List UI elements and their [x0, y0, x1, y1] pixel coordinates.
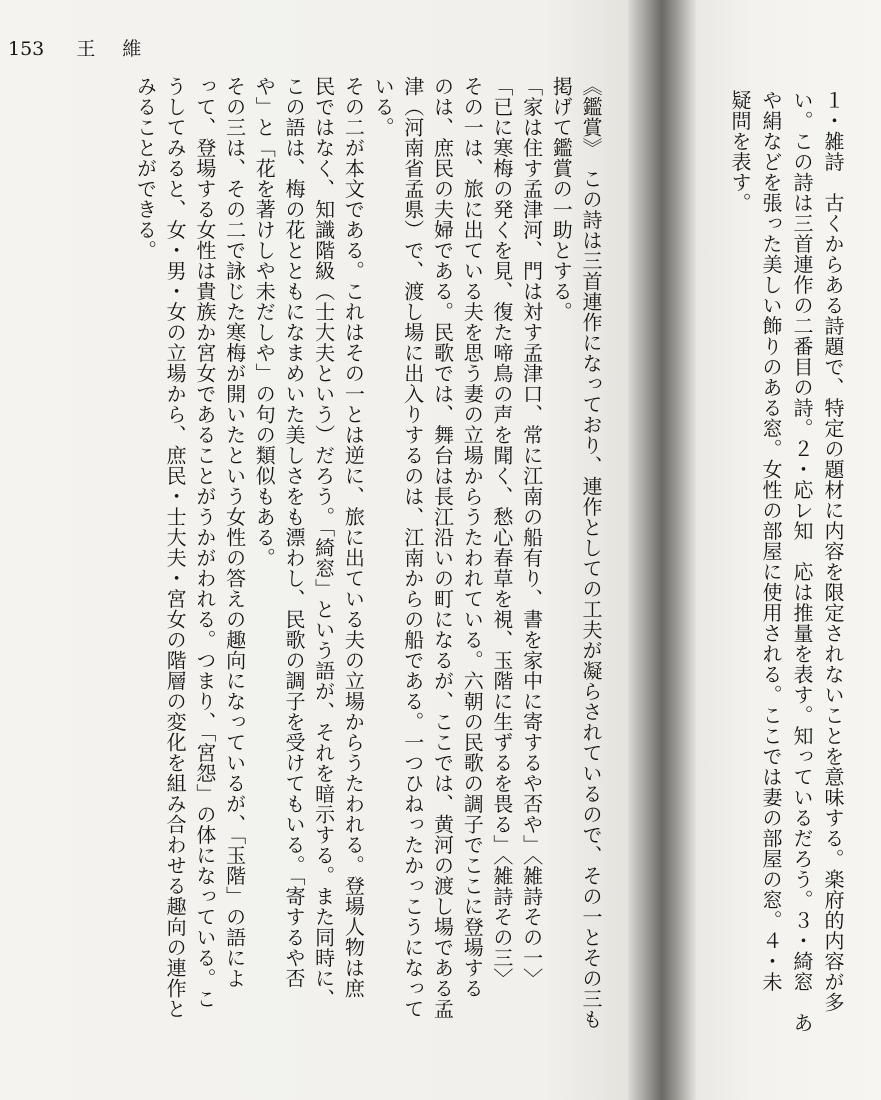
note-line: １・雑詩 古くからある詩題で、特定の題材に内容を限定されないことを意味する。楽府的内容が多 [821, 90, 845, 1013]
commentary-line: 「已に寒梅の発くを見、復た啼鳥の声を聞く、愁心春草を視、玉階に生ずるを畏る」〈雑詩その三〉 [489, 76, 514, 989]
commentary-line: その一は、旅に出ている夫を思う妻の立場からうたわれている。六朝の民歌の調子でここに登場する [460, 76, 485, 999]
note-line: 疑問を表す。 [728, 90, 752, 213]
running-head [8, 40, 145, 59]
commentary-line: 《鑑賞》 この詩は三首連作になっており、連作としての工夫が凝らされているので、その一とその三も [579, 76, 603, 1030]
commentary-line: って、登場する女性は貴族か宮女であることがうかがわれる。つまり、「宮怨」の体になっている。こ [192, 76, 217, 1009]
commentary-line: のは、庶民の夫婦である。民歌では、舞台は長江沿いの町になるが、ここでは、黄河の渡し場である孟 [430, 76, 455, 1019]
commentary-line: いる。 [371, 76, 396, 138]
commentary-line: 民ではなく、知識階級（士大夫という）だろう。「綺窓」という語が、それを暗示する。また同時に、 [311, 76, 336, 1009]
note-line: い。この詩は三首連作の二番目の詩。２・応レ知 応は推量を表す。知っているだろう。３・綺窓 あ [790, 90, 814, 1033]
book-spine [628, 0, 696, 1100]
commentary-line: 掲げて鑑賞の一助とする。 [549, 76, 574, 322]
commentary-line: その二が本文である。これはその一とは逆に、旅に出ている夫の立場からうたわれる。登場人物は庶 [341, 76, 366, 999]
commentary-line: その三は、その二で詠じた寒梅が開いたという女性の答えの趣向になっているが、「玉階」の語によ [222, 76, 247, 989]
commentary-line: や」と「花を著けしや未だしや」の句の類似もある。 [252, 76, 277, 568]
running-head-title: 王 維 [76, 38, 146, 60]
notes-body [720, 90, 848, 1060]
commentary-line: 津（河南省孟県）で、渡し場に出入りするのは、江南からの船である。一つひねったかっこうになって [400, 76, 425, 1019]
commentary-line: この語は、梅の花とともになまめいた美しさをも漂わし、民歌の調子を受けてもいる。「寄するや否 [281, 76, 306, 989]
commentary-line: みることができる。 [133, 76, 158, 261]
commentary-body [95, 76, 605, 1076]
note-line: や絹などを張った美しい飾りのある窓。女性の部屋に使用される。ここでは妻の部屋の窓。４・未 [759, 90, 783, 992]
commentary-line: うしてみると、女・男・女の立場から、庶民・士大夫・宮女の階層の変化を組み合わせる趣向の連作と [163, 76, 188, 1019]
commentary-line: 「家は住す孟津河、門は対す孟津口、常に江南の船有り、書を家中に寄するや否や」〈雑詩その一〉 [519, 76, 544, 989]
page-number: 153 [8, 38, 45, 60]
